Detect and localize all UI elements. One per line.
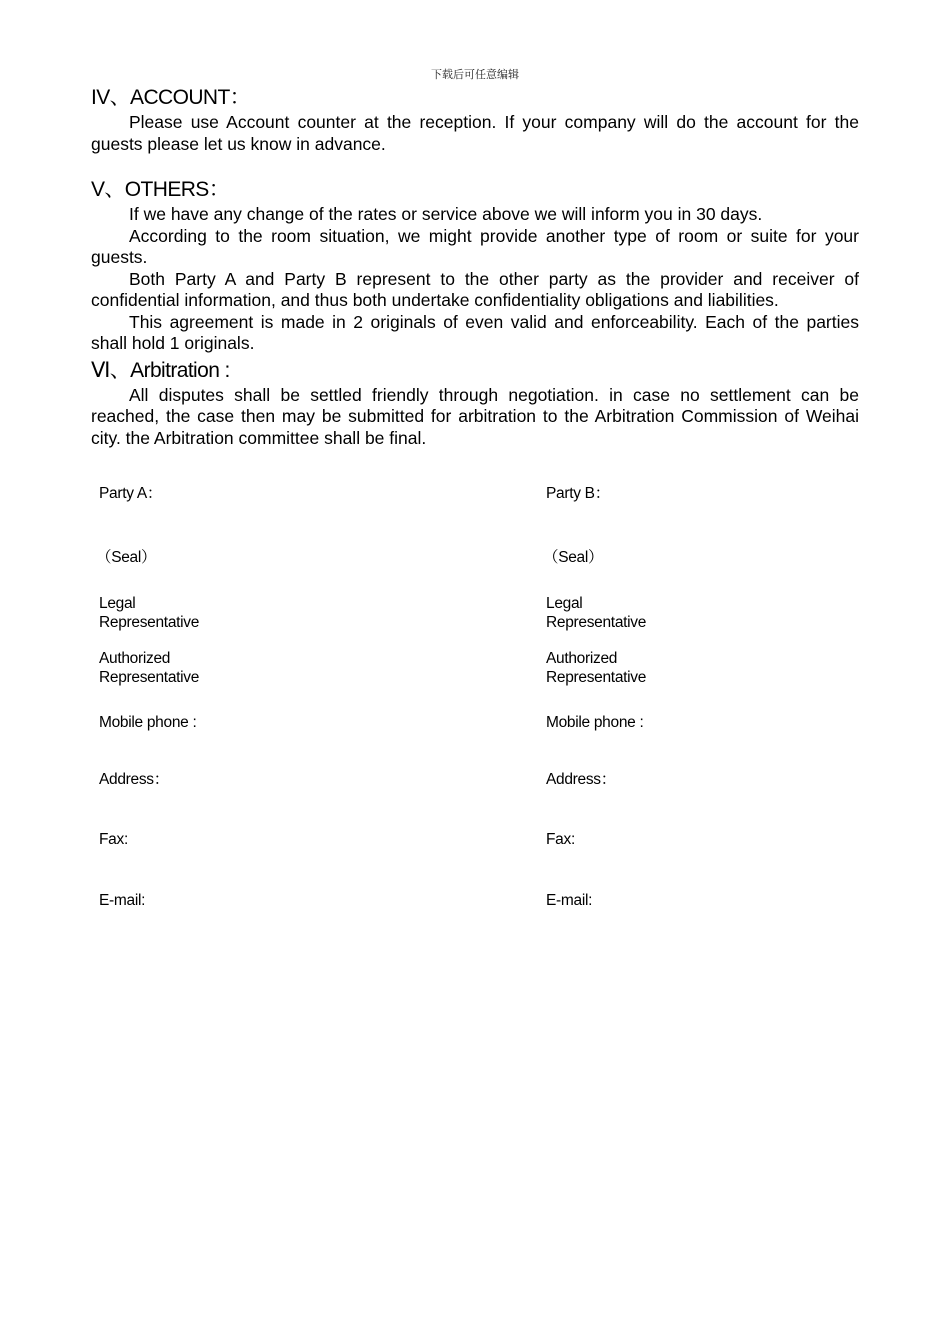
address-label: Address：: [99, 771, 169, 788]
section-heading-arbitration: Ⅵ、Arbitration :: [91, 358, 230, 382]
authorized-rep-label-line1: Authorized: [546, 650, 618, 667]
email-label: E-mail:: [99, 892, 146, 909]
legal-rep-label-line1: Legal: [546, 595, 583, 612]
fax-label: Fax:: [99, 831, 128, 848]
legal-rep-label-line2: Representative: [99, 614, 200, 631]
header-note: 下载后可任意编辑: [431, 68, 519, 81]
address-label: Address：: [546, 771, 616, 788]
paragraph: According to the room situation, we might provide another type of room or suite for your guests.: [91, 225, 859, 267]
document-body: [91, 84, 859, 449]
party-label: Party A：: [99, 485, 163, 502]
authorized-rep-label-line2: Representative: [99, 669, 200, 686]
paragraph: If we have any change of the rates or service above we will inform you in 30 days.: [129, 204, 763, 224]
paragraph: Both Party A and Party B represent to the other party as the provider and receiver of confidential information, and thus both undertake confidentiality obligations and liabilities.: [91, 268, 859, 310]
authorized-rep-label-line1: Authorized: [99, 650, 171, 667]
legal-rep-label-line2: Representative: [546, 614, 647, 631]
email-label: E-mail:: [546, 892, 593, 909]
section-heading-account: IV、ACCOUNT：: [91, 86, 251, 109]
mobile-phone-label: Mobile phone :: [546, 714, 644, 731]
paragraph: This agreement is made in 2 originals of even valid and enforceability. Each of the parties shall hold 1 originals.: [91, 311, 859, 353]
seal-label: （Seal）: [543, 549, 604, 566]
party-label: Party B：: [546, 485, 610, 502]
seal-label: （Seal）: [96, 549, 157, 566]
mobile-phone-label: Mobile phone :: [99, 714, 197, 731]
paragraph: All disputes shall be settled friendly through negotiation. in case no settlement can be reached, the case then may be submitted for arbitration to the Arbitration Commission of Weihai city. the Arbitration committee shall be final.: [91, 384, 859, 448]
section-heading-others: V、OTHERS：: [91, 178, 230, 201]
legal-rep-label-line1: Legal: [99, 595, 136, 612]
authorized-rep-label-line2: Representative: [546, 669, 647, 686]
fax-label: Fax:: [546, 831, 575, 848]
paragraph: Please use Account counter at the reception. If your company will do the account for the guests please let us know in advance.: [91, 112, 859, 154]
